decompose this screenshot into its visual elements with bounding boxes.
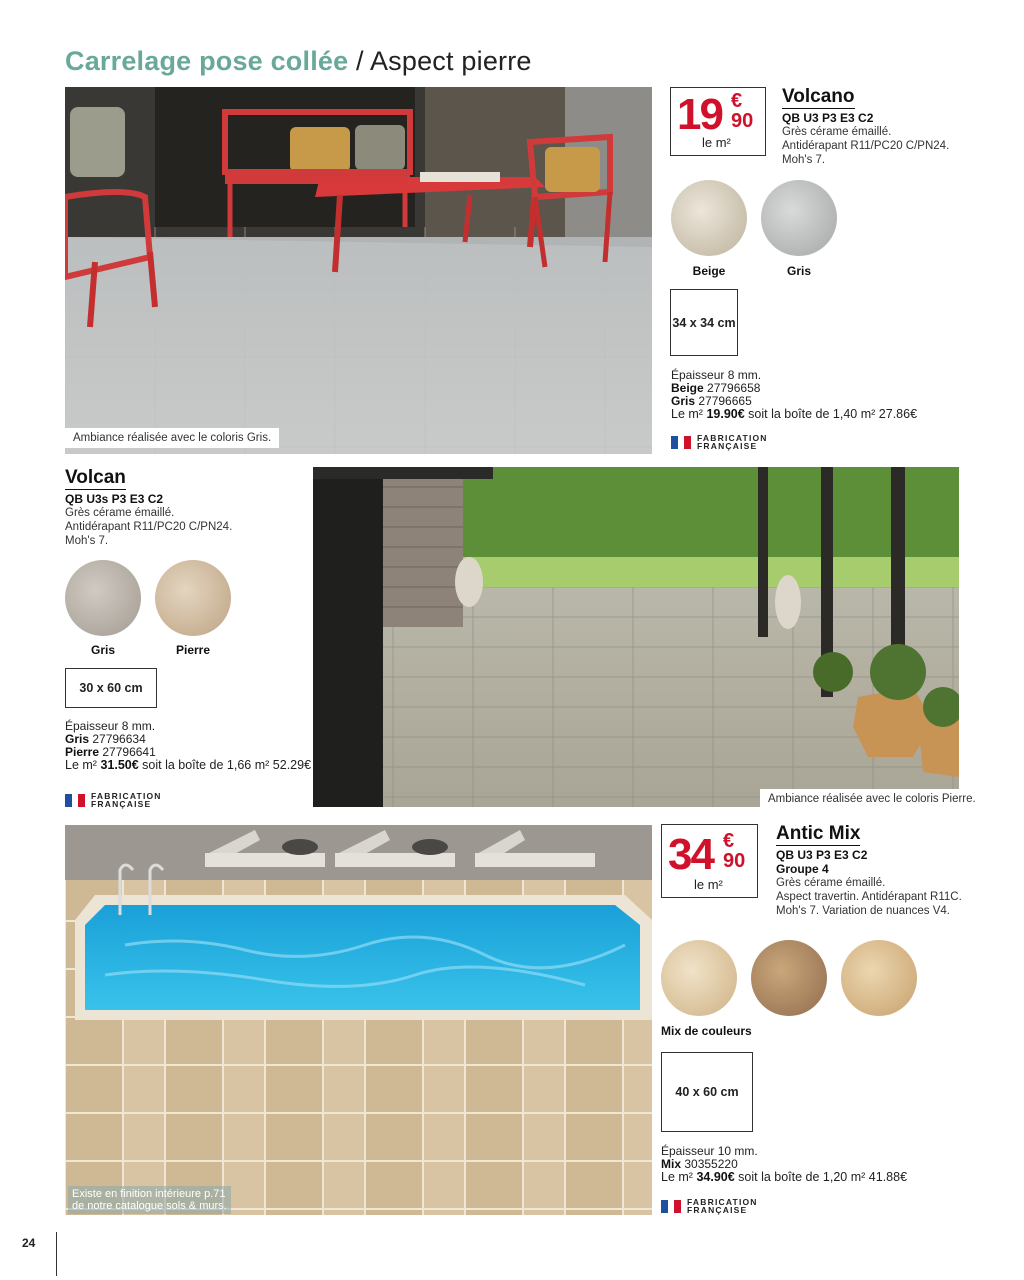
french-flag-icon [661,1200,681,1213]
volcano-swatch-beige [671,180,747,256]
volcan-swatch-label-pierre: Pierre [175,643,211,657]
volcan-code-gris: Gris 27796634 [65,732,146,746]
volcano-fabrication-label: FABRICATION FRANÇAISE [671,434,768,450]
garden-terrace-illustration [313,467,959,807]
volcano-desc-3: Moh's 7. [782,154,826,166]
volcano-name: Volcano [782,86,855,107]
antic-swatch-3 [841,940,917,1016]
antic-thickness: Épaisseur 10 mm. [661,1144,758,1158]
volcan-code-pierre: Pierre 27796641 [65,745,156,759]
page-number: 24 [22,1236,36,1250]
volcano-code-beige: Beige 27796658 [671,381,761,395]
antic-desc-2: Aspect travertin. Antidérapant R11C. [776,891,962,903]
volcano-price-euro: € [731,90,743,112]
volcano-price-int: 19 [677,90,722,139]
antic-specs [661,1145,907,1184]
garden-terrace-photo [313,467,959,807]
title-main: Carrelage pose collée [65,46,349,76]
volcano-ref: QB U3 P3 E3 C2 [782,111,874,125]
page-divider [56,1232,57,1276]
top-photo-caption: Ambiance réalisée avec le coloris Gris. [65,428,279,448]
french-flag-icon [65,794,85,807]
pool-photo [65,825,652,1215]
volcano-swatch-label-beige: Beige [692,264,726,278]
volcan-swatch-pierre [155,560,231,636]
volcan-size-box: 30 x 60 cm [65,668,157,708]
antic-swatch-label: Mix de couleurs [661,1024,752,1038]
volcan-specs [65,720,311,772]
volcan-fabrication-label: FABRICATION FRANÇAISE [65,792,162,808]
terrace-photo [65,87,652,454]
antic-code-mix: Mix 30355220 [661,1157,738,1171]
antic-price-line: Le m² 34.90€ soit la boîte de 1,20 m² 41.88€ [661,1170,908,1184]
antic-fabrication-label: FABRICATION FRANÇAISE [661,1198,758,1214]
title-sub: Aspect pierre [369,46,532,76]
volcano-thickness: Épaisseur 8 mm. [671,368,762,382]
terrace-illustration [65,87,652,454]
antic-price-cents: 90 [723,850,746,872]
title-separator: / [348,46,370,76]
volcano-price-unit: le m² [702,135,731,150]
antic-ref: QB U3 P3 E3 C2 [776,848,868,862]
antic-swatch-1 [661,940,737,1016]
pool-illustration [65,825,652,1215]
antic-info [776,823,962,918]
volcan-price-line: Le m² 31.50€ soit la boîte de 1,66 m² 52.29€ [65,758,312,772]
antic-price-unit: le m² [694,877,723,892]
antic-price-euro: € [723,830,735,852]
volcan-thickness: Épaisseur 8 mm. [65,719,156,733]
antic-price-box [661,824,758,898]
volcano-swatch-label-gris: Gris [786,264,811,278]
volcan-desc-1: Grès cérame émaillé. [65,507,175,519]
volcan-swatch-gris [65,560,141,636]
antic-size-box: 40 x 60 cm [661,1052,753,1132]
antic-group: Groupe 4 [776,862,829,876]
volcano-specs [671,369,917,421]
volcano-desc-1: Grès cérame émaillé. [782,126,892,138]
antic-desc-3: Moh's 7. Variation de nuances V4. [776,905,950,917]
mid-photo-caption: Ambiance réalisée avec le coloris Pierre. [760,789,984,809]
volcan-swatch-label-gris: Gris [90,643,115,657]
antic-name: Antic Mix [776,823,861,844]
pool-photo-note: Existe en finition intérieure p.71 de notre catalogue sols & murs. [68,1186,231,1214]
volcan-info [65,467,232,548]
volcano-desc-2: Antidérapant R11/PC20 C/PN24. [782,140,950,152]
volcano-price-cents: 90 [731,110,754,132]
french-flag-icon [671,436,691,449]
volcan-name: Volcan [65,467,126,488]
volcano-price-box [670,87,766,156]
volcan-ref: QB U3s P3 E3 C2 [65,492,164,506]
volcano-info [782,86,949,167]
volcano-swatch-gris [761,180,837,256]
antic-desc-1: Grès cérame émaillé. [776,877,886,889]
page-title [65,46,532,77]
antic-price-int: 34 [668,830,713,879]
antic-swatch-2 [751,940,827,1016]
volcano-size-box: 34 x 34 cm [670,289,738,356]
volcano-code-gris: Gris 27796665 [671,394,752,408]
volcano-price-line: Le m² 19.90€ soit la boîte de 1,40 m² 27.86€ [671,407,918,421]
volcan-desc-2: Antidérapant R11/PC20 C/PN24. [65,521,233,533]
volcan-desc-3: Moh's 7. [65,535,109,547]
